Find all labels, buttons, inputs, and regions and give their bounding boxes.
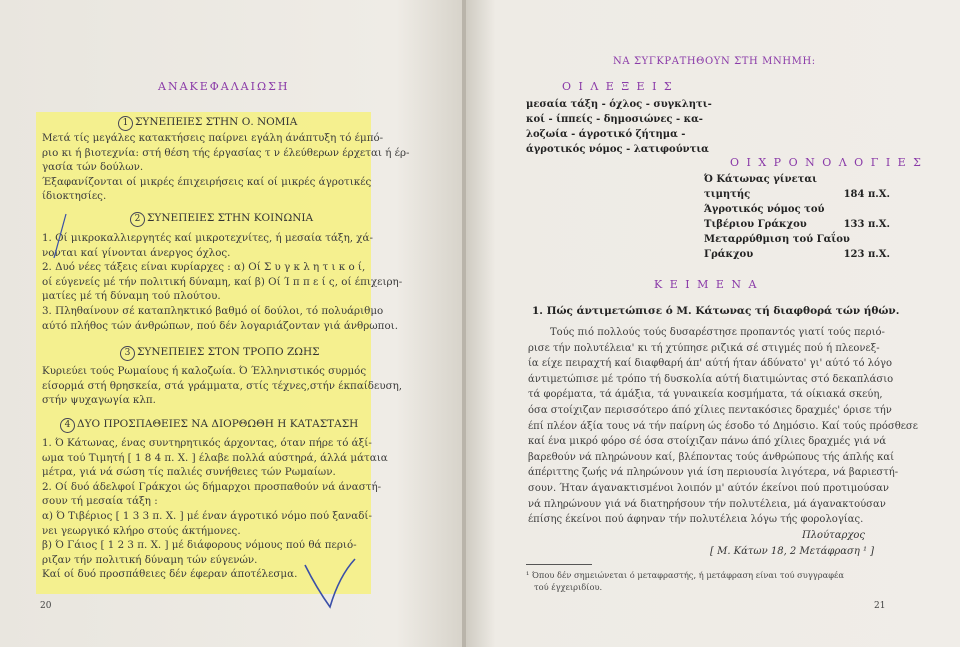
section-1-text: Μετά τίς μεγάλες κατακτήσεις παίρνει εγάλη άνάπτυξη τό έμπό- ριο κι ή βιοτεχνία: στή θέση τής έργασίας τ ν έλεύθερων έρχεται ή έρ- γασία τών δούλων. Έξαφανίζονται οί μικρές έπιχειρήσεις καί οί μικρές άγροτικές ίδιοκτησίες. [42,132,410,203]
date-row: Γράκχου 123 π.Χ. [704,249,890,260]
date-row: Άγροτικός νόμος τού [704,204,825,215]
section-number: 4 [60,418,75,433]
section-1-heading: 1 ΣΥΝΕΠΕΙΕΣ ΣΤΗΝ Ο. ΝΟΜΙΑ [118,116,297,131]
footnote: ¹ Όπου δέν σημειώνεται ό μεταφραστής, ή μετάφραση είναι τού συγγραφέα τού έγχειριδίου. [526,570,844,592]
date-row: Μεταρρύθμιση τού Γαΐου [704,234,850,245]
dates-list [704,172,890,262]
section-number: 2 [130,212,145,227]
section-4-heading: 4 ΔΥΟ ΠΡΟΣΠΑΘΕΙΕΣ ΝΑ ΔΙΟΡΘΩΘΗ Η ΚΑΤΑΣΤΑΣΗ [60,418,358,433]
author: Πλούταρχος [802,530,866,541]
texts-title: Κ Ε Ι Μ Ε Ν Α [654,278,759,291]
section-number: 3 [120,346,135,361]
right-page [466,0,960,647]
source: [ Μ. Κάτων 18, 2 Μετάφραση ¹ ] [710,546,875,557]
summary-title: ΑΝΑΚΕΦΑΛΑΙΩΣΗ [158,80,290,93]
section-3-heading: 3 ΣΥΝΕΠΕΙΕΣ ΣΤΟΝ ΤΡΟΠΟ ΖΩΗΣ [120,346,320,361]
pen-checkmark-icon [300,555,360,615]
remember-title: ΝΑ ΣΥΓΚΡΑΤΗΘΟΥΝ ΣΤΗ ΜΝΗΜΗ: [613,56,816,67]
text-body: Τούς πιό πολλούς τούς δυσαρέστησε προπαντός γιατί τούς περιό- ρισε τήν πολυτέλεια' κι τή χτύπησε ριζικά σέ στιγμές πού ή πλεονεξ- ία είχε πειραχτή καί διαφθαρή άπ' αύτή ήταν άδύνατο' γι' αύτό τό λόγο άντιμετώπισε μέ τρόπο τή δυσκολία αύτή διατιμώντας στό δεκαπλάσιο τά φορέματα, τά άμάξια, τά γυναικεία κοσμήματα, τά οίκιακά σκεύη, όσα στοίχιζαν περισσότερο άπό χίλιες πεντακόσιες δραχμές' όρισε τήν έπί πλέον άξία τους νά τήν παίρνη ώς έσοδο τό Δημόσιο. Καί τούς πρόσθεσε καί ένα μικρό φόρο σέ όσα στοίχιζαν πάνω άπό χίλιες δραχμές γιά νά βαρεθούν νά πληρώνουν καί, βλέποντας τούς άνθρώπους τής άπλής καί άπέριττης ζωής νά πληρώνουν γιά ίση περιουσία λιγότερα, νά βαριεστή- σουν. Ήταν άγανακτισμένοι λοιπόν μ' αύτόν έκείνοι πού προτιμούσαν νά πληρώνουν γιά νά διατηρήσουν τήν πολυτέλεια, μά άγανακτούσαν έπίσης έκείνοι πού άφηναν τήν πολυτέλεια λόγω τής φορολογίας. [528,327,918,526]
date-row: τιμητής 184 π.Χ. [704,189,890,200]
words-list: μεσαία τάξη - όχλος - συγκλητι- κοί - ίππείς - δημοσιώνες - κα- λοζωία - άγροτικό ζήτημα - άγροτικός νόμος - λατιφούντια [526,99,712,155]
words-title: Ο Ι Λ Ε Ξ Ε Ι Σ [562,80,674,93]
footnote-divider [526,564,592,565]
section-2-heading: 2 ΣΥΝΕΠΕΙΕΣ ΣΤΗΝ ΚΟΙΝΩΝΙΑ [130,212,313,227]
page-number-left: 20 [40,601,52,611]
section-3-text: Κυριεύει τούς Ρωμαίους ή καλοζωία. Ό Έλληνιστικός συρμός είσορμά στή θρησκεία, στά γράμματα, στίς τέχνες,στήν έκπαίδευση, στήν ψυχαγωγία κλπ. [42,365,403,407]
page-number-right: 21 [874,601,886,611]
section-number: 1 [118,116,133,131]
section-4-text: 1. Ό Κάτωνας, ένας συντηρητικός άρχοντας, όταν πήρε τό άξί- ωμα τού Τιμητή [ 1 8 4 π. Χ. ] έλαβε πολλά αύστηρά, άλλά μάταια μέτρα, γιά νά σώση τίς παλιές συνήθειες τών Ρωμαίων. 2. Οί δυό άδελφοί Γράκχοι ώς δήμαρχοι προσπαθούν νά άναστή- σουν τή μεσαία τάξη : α) Ό Τιβέριος [ 1 3 3 π. Χ. ] μέ έναν άγροτικό νόμο πού ξαναδί- νει γεωργικό κλήρο στούς άκτήμονες. β) Ό Γάιος [ 1 2 3 π. Χ. ] μέ διάφορους νόμους πού θά περιό- ριζαν τήν πολιτική δύναμη τών εύγενών. Καί οί δυό προσπάθειες δέν έφεραν άποτέλεσμα. [42,437,388,581]
pen-stroke-icon [46,212,76,262]
text-heading: 1. Πώς άντιμετώπισε ό Μ. Κάτωνας τή διαφθορά τών ήθών. [532,305,900,317]
dates-title: Ο Ι Χ Ρ Ο Ν Ο Λ Ο Γ Ι Ε Σ [730,156,923,169]
date-row: Τιβέριου Γράκχου 133 π.Χ. [704,219,890,230]
date-row: Ό Κάτωνας γίνεται [704,174,817,185]
left-page [0,0,466,647]
section-2-text: 1. Οί μικροκαλλιεργητές καί μικροτεχνίτες, ή μεσαία τάξη, χά- νονται καί γίνονται άνεργος όχλος. 2. Δυό νέες τάξεις είναι κυρίαρχες : α) Οί Σ υ γ κ λ η τ ι κ ο ί, οί εύγενείς μέ τήν πολιτική δύναμη, καί β) Οί Ί π π ε ί ς, οί έπιχειρη- ματίες μέ τή δύναμη τού πλούτου. 3. Πληθαίνουν σέ καταπληκτικό βαθμό οί δούλοι, τό πολυάριθμο αύτό πλήθος τών άνθρώπων, πού δέν λογαριάζονταν γιά άνθρωποι. [42,232,403,332]
